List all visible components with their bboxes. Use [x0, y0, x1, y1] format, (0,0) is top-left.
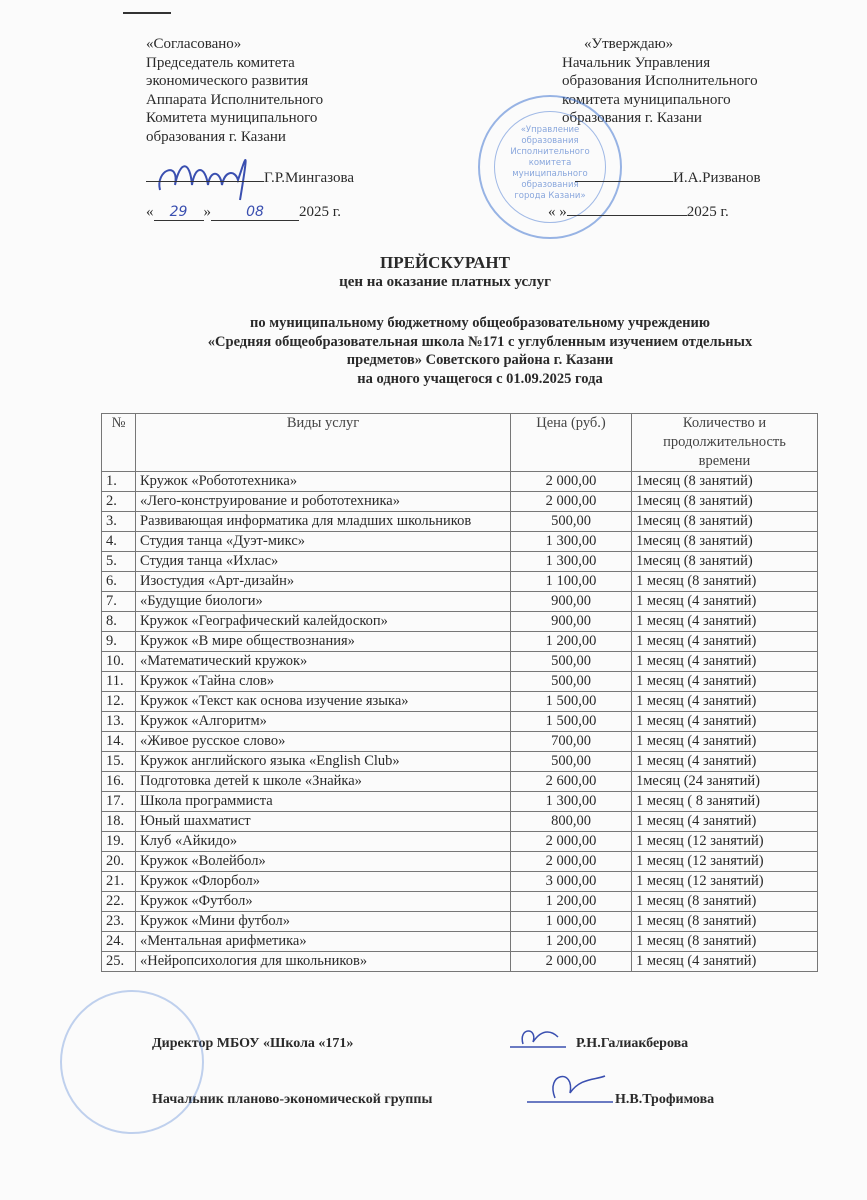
date-year: 2025 г.	[299, 204, 341, 220]
approval-left-signer: Г.Р.Мингазова	[264, 170, 355, 186]
table-row	[102, 692, 818, 712]
table-row	[102, 492, 818, 512]
date-blank: « »	[548, 204, 567, 220]
header-number: №	[102, 414, 136, 472]
table-row	[102, 952, 818, 972]
row-number: 6.	[102, 572, 136, 592]
row-number: 16.	[102, 772, 136, 792]
table-row	[102, 652, 818, 672]
service-name: «Будущие биологи»	[136, 592, 511, 612]
school-stamp	[60, 990, 204, 1134]
service-price: 2 000,00	[511, 952, 632, 972]
table-row	[102, 672, 818, 692]
approval-left-line: Комитета муниципального	[146, 110, 318, 126]
row-number: 10.	[102, 652, 136, 672]
row-number: 22.	[102, 892, 136, 912]
service-price: 500,00	[511, 652, 632, 672]
row-number: 24.	[102, 932, 136, 952]
service-duration: 1 месяц ( 8 занятий)	[632, 792, 818, 812]
table-row	[102, 772, 818, 792]
service-duration: 1месяц (8 занятий)	[632, 512, 818, 532]
table-row	[102, 592, 818, 612]
row-number: 17.	[102, 792, 136, 812]
approval-right-line: Начальник Управления	[562, 54, 711, 71]
planning-name: Н.В.Трофимова	[615, 1092, 715, 1107]
row-number: 3.	[102, 512, 136, 532]
service-price: 700,00	[511, 732, 632, 752]
service-duration: 1 месяц (12 занятий)	[632, 872, 818, 892]
institution-line: на одного учащегося с 01.09.2025 года	[357, 370, 603, 387]
service-duration: 1 месяц (4 занятий)	[632, 592, 818, 612]
row-number: 9.	[102, 632, 136, 652]
table-row	[102, 792, 818, 812]
row-number: 20.	[102, 852, 136, 872]
service-name: «Нейропсихология для школьников»	[136, 952, 511, 972]
director-name: Р.Н.Галиакберова	[576, 1036, 689, 1051]
planning-signature-icon	[525, 1068, 615, 1108]
service-duration: 1 месяц (4 занятий)	[632, 652, 818, 672]
service-price: 1 300,00	[511, 552, 632, 572]
service-duration: 1 месяц (4 занятий)	[632, 732, 818, 752]
row-number: 5.	[102, 552, 136, 572]
approval-right-line: образования г. Казани	[562, 110, 702, 126]
service-duration: 1 месяц (8 занятий)	[632, 932, 818, 952]
service-duration: 1 месяц (4 занятий)	[632, 612, 818, 632]
document-subtitle: цен на оказание платных услуг	[339, 274, 551, 290]
service-name: Изостудия «Арт-дизайн»	[136, 572, 511, 592]
date-year: 2025 г.	[686, 204, 729, 220]
service-duration: 1 месяц (12 занятий)	[632, 832, 818, 852]
service-name: Кружок «Текст как основа изучение языка»	[136, 692, 511, 712]
table-row	[102, 552, 818, 572]
service-price: 800,00	[511, 812, 632, 832]
service-name: Кружок «Футбол»	[136, 892, 511, 912]
service-duration: 1месяц (8 занятий)	[632, 492, 818, 512]
row-number: 18.	[102, 812, 136, 832]
row-number: 1.	[102, 472, 136, 492]
table-row	[102, 892, 818, 912]
service-duration: 1месяц (8 занятий)	[632, 532, 818, 552]
row-number: 8.	[102, 612, 136, 632]
header-service: Виды услуг	[136, 414, 511, 472]
document-title: ПРЕЙСКУРАНТ	[380, 253, 510, 272]
service-duration: 1 месяц (4 занятий)	[632, 952, 818, 972]
table-row	[102, 512, 818, 532]
approval-left-heading: «Согласовано»	[146, 36, 242, 52]
table-row	[102, 812, 818, 832]
institution-line: «Средняя общеобразовательная школа №171 с углубленным изучением отдельных	[207, 333, 753, 350]
service-duration: 1 месяц (4 занятий)	[632, 632, 818, 652]
approval-left-line: Председатель комитета	[146, 54, 295, 71]
service-name: Кружок «Мини футбол»	[136, 912, 511, 932]
table-row	[102, 632, 818, 652]
service-name: «Лего-конструирование и робототехника»	[136, 492, 511, 512]
service-price: 1 300,00	[511, 532, 632, 552]
service-price: 1 000,00	[511, 912, 632, 932]
service-duration: 1 месяц (8 занятий)	[632, 892, 818, 912]
service-price: 500,00	[511, 752, 632, 772]
approval-left-date	[146, 204, 341, 221]
institution-line: предметов» Советского района г. Казани	[346, 352, 614, 368]
service-name: «Математический кружок»	[136, 652, 511, 672]
service-duration: 1 месяц (4 занятий)	[632, 672, 818, 692]
service-price: 1 200,00	[511, 892, 632, 912]
approval-left-line: Аппарата Исполнительного	[146, 91, 324, 108]
row-number: 23.	[102, 912, 136, 932]
service-name: Кружок английского языка «English Club»	[136, 752, 511, 772]
service-duration: 1месяц (8 занятий)	[632, 552, 818, 572]
date-month: 08	[211, 204, 299, 221]
row-number: 25.	[102, 952, 136, 972]
row-number: 7.	[102, 592, 136, 612]
table-row	[102, 752, 818, 772]
director-label: Директор МБОУ «Школа «171»	[152, 1036, 354, 1051]
service-name: Кружок «Робототехника»	[136, 472, 511, 492]
service-name: Школа программиста	[136, 792, 511, 812]
service-name: Кружок «Алгоритм»	[136, 712, 511, 732]
approval-right-line: образования Исполнительного	[562, 73, 758, 89]
approval-right-line: комитета муниципального	[562, 91, 731, 108]
table-row	[102, 852, 818, 872]
service-price: 1 500,00	[511, 692, 632, 712]
service-price: 2 600,00	[511, 772, 632, 792]
service-name: Клуб «Айкидо»	[136, 832, 511, 852]
service-price: 2 000,00	[511, 472, 632, 492]
service-name: Студия танца «Ихлас»	[136, 552, 511, 572]
service-name: Развивающая информатика для младших школьников	[136, 512, 511, 532]
service-price: 500,00	[511, 672, 632, 692]
row-number: 15.	[102, 752, 136, 772]
service-price: 3 000,00	[511, 872, 632, 892]
row-number: 4.	[102, 532, 136, 552]
service-name: Кружок «В мире обществознания»	[136, 632, 511, 652]
table-row	[102, 912, 818, 932]
service-price: 900,00	[511, 612, 632, 632]
institution-block	[0, 314, 867, 388]
service-price: 2 000,00	[511, 832, 632, 852]
date-day: 29	[154, 204, 204, 221]
price-table	[101, 413, 818, 972]
service-name: «Живое русское слово»	[136, 732, 511, 752]
service-duration: 1 месяц (4 занятий)	[632, 692, 818, 712]
row-number: 12.	[102, 692, 136, 712]
approval-left-line: образования г. Казани	[146, 128, 286, 145]
service-duration: 1 месяц (12 занятий)	[632, 852, 818, 872]
service-price: 1 300,00	[511, 792, 632, 812]
service-price: 2 000,00	[511, 492, 632, 512]
approval-left-signature-line	[146, 170, 354, 187]
service-price: 1 200,00	[511, 932, 632, 952]
date-quote: «	[146, 204, 154, 220]
table-row	[102, 612, 818, 632]
service-name: Кружок «Флорбол»	[136, 872, 511, 892]
service-price: 500,00	[511, 512, 632, 532]
table-row	[102, 532, 818, 552]
table-header-row	[102, 414, 818, 472]
row-number: 2.	[102, 492, 136, 512]
row-number: 19.	[102, 832, 136, 852]
table-row	[102, 732, 818, 752]
table-row	[102, 932, 818, 952]
header-duration: Количество и продолжительность времени	[632, 414, 818, 472]
service-name: Кружок «Географический калейдоскоп»	[136, 612, 511, 632]
scan-mark	[123, 12, 171, 14]
table-row	[102, 872, 818, 892]
service-name: Кружок «Тайна слов»	[136, 672, 511, 692]
date-quote: »	[203, 204, 211, 220]
header-price: Цена (руб.)	[511, 414, 632, 472]
service-name: Юный шахматист	[136, 812, 511, 832]
service-duration: 1 месяц (8 занятий)	[632, 572, 818, 592]
approval-left-line: экономического развития	[146, 73, 309, 89]
table-row	[102, 472, 818, 492]
service-name: Подготовка детей к школе «Знайка»	[136, 772, 511, 792]
approval-right-signer: И.А.Ризванов	[673, 170, 761, 186]
row-number: 14.	[102, 732, 136, 752]
table-row	[102, 832, 818, 852]
service-name: Кружок «Волейбол»	[136, 852, 511, 872]
row-number: 13.	[102, 712, 136, 732]
service-price: 2 000,00	[511, 852, 632, 872]
approval-right-signature-line	[575, 170, 761, 187]
planning-label: Начальник планово-экономической группы	[152, 1092, 433, 1107]
approval-right-heading: «Утверждаю»	[584, 36, 674, 52]
stamp-text: «Управление образования Исполнительного комитета муниципального образования города Казани»	[510, 125, 590, 201]
director-signature-icon	[508, 1022, 568, 1052]
row-number: 21.	[102, 872, 136, 892]
service-duration: 1 месяц (4 занятий)	[632, 712, 818, 732]
service-duration: 1 месяц (4 занятий)	[632, 812, 818, 832]
service-price: 1 200,00	[511, 632, 632, 652]
service-price: 1 100,00	[511, 572, 632, 592]
service-duration: 1 месяц (8 занятий)	[632, 912, 818, 932]
table-row	[102, 712, 818, 732]
service-duration: 1месяц (8 занятий)	[632, 472, 818, 492]
service-name: Студия танца «Дуэт-микс»	[136, 532, 511, 552]
service-price: 900,00	[511, 592, 632, 612]
approval-right-date	[548, 204, 729, 221]
row-number: 11.	[102, 672, 136, 692]
table-row	[102, 572, 818, 592]
service-name: «Ментальная арифметика»	[136, 932, 511, 952]
service-duration: 1 месяц (4 занятий)	[632, 752, 818, 772]
institution-line: по муниципальному бюджетному общеобразовательному учреждению	[250, 315, 710, 331]
service-duration: 1месяц (24 занятий)	[632, 772, 818, 792]
service-price: 1 500,00	[511, 712, 632, 732]
